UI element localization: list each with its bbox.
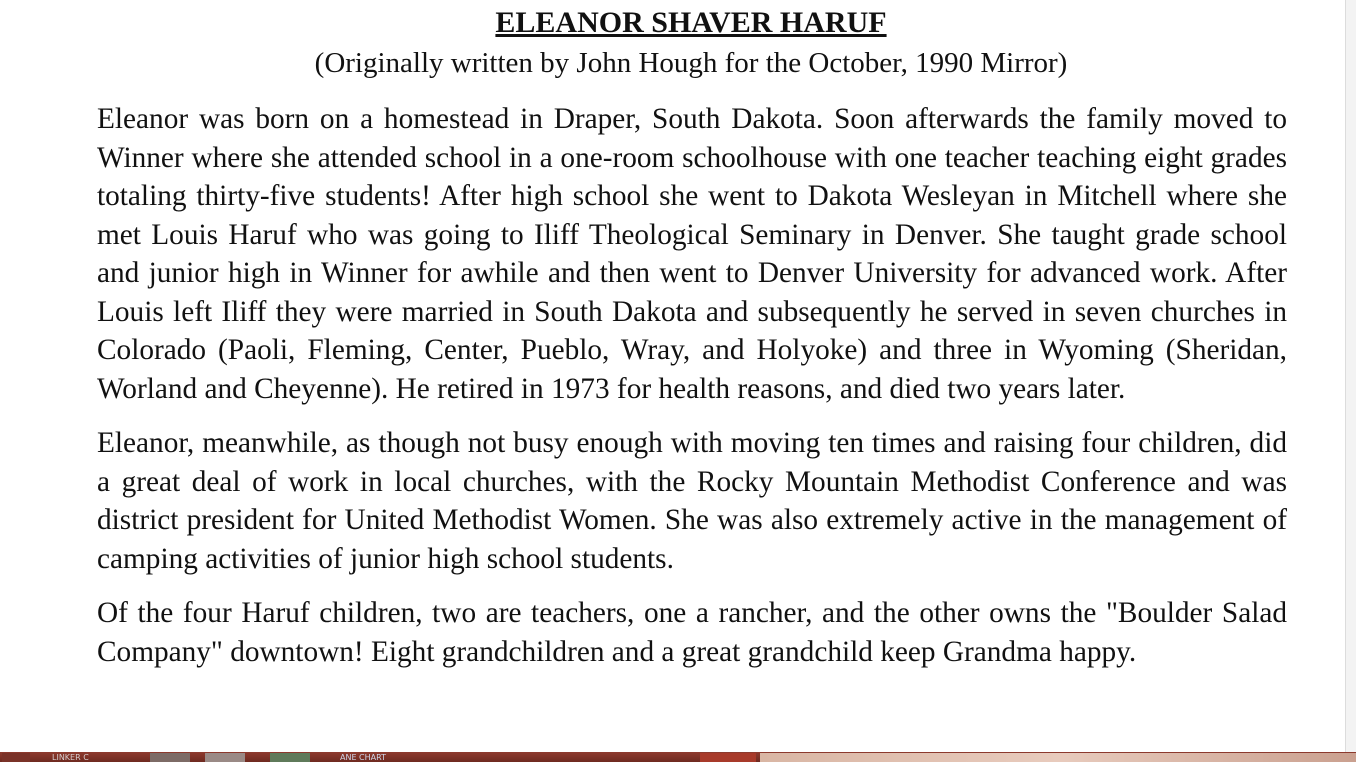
paragraph-2: Eleanor, meanwhile, as though not busy enough with moving ten times and raising four children, did a great deal of work in local churches, with the Rocky Mountain Methodist Conference and was district president for United Methodist Women. She was also extremely active in the management of camping activities of junior high school students. [97,427,1287,575]
document-subtitle: (Originally written by John Hough for the October, 1990 Mirror) [314,47,1068,79]
document-body [97,100,1287,687]
taskbar-item-thumbnail[interactable] [150,753,190,762]
taskbar-background-image [760,753,1356,762]
paragraph-1: Eleanor was born on a homestead in Draper, South Dakota. Soon afterwards the family moved to Winner where she attended school in a one-room schoolhouse with one teacher teaching eight grades totaling thirty-five students! After high school she went to Dakota Wesleyan in Mitchell where she met Louis Haruf who was going to Iliff Theological Seminary in Denver. She taught grade school and junior high in Winner for awhile and then went to Denver University for advanced work. After Louis left Iliff they were married in South Dakota and subsequently he served in seven churches in Colorado (Paoli, Fleming, Center, Pueblo, Wray, and Holyoke) and three in Wyoming (Sheridan, Worland and Cheyenne). He retired in 1973 for health reasons, and died two years later. [97,103,1287,405]
document-title: ELEANOR SHAVER HARUF [495,6,887,39]
vertical-scrollbar[interactable] [1345,0,1356,752]
paragraph-3: Of the four Haruf children, two are teachers, one a rancher, and the other owns the "Boulder Salad Company" downtown! Eight grandchildren and a great grandchild keep Grandma happy. [97,597,1287,668]
taskbar-item-thumbnail[interactable] [205,753,245,762]
taskbar-item-linker[interactable]: LINKER C [52,753,89,762]
taskbar-item-thumbnail[interactable] [270,753,310,762]
taskbar-item-active[interactable] [700,753,756,762]
taskbar [0,752,1356,762]
close-icon[interactable] [2,753,30,762]
taskbar-item-chart[interactable]: ANE CHART [340,753,386,762]
